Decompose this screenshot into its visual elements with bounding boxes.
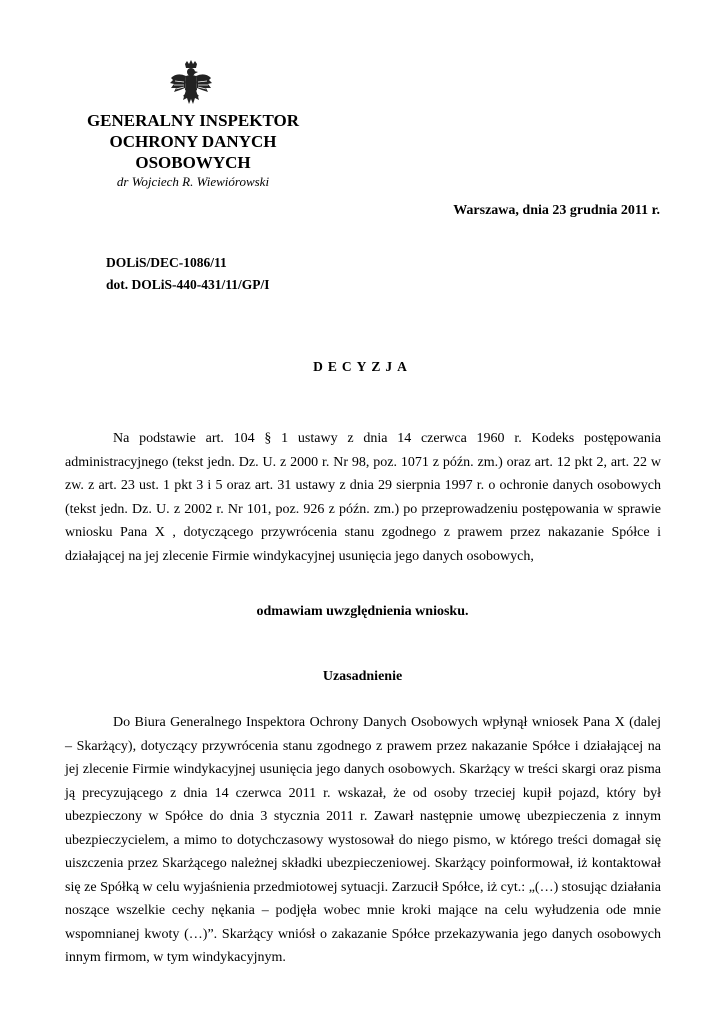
justification-paragraph: Do Biura Generalnego Inspektora Ochrony Danych Osobowych wpłynął wniosek Pana X (dalej – Skarżący), dotyczący przywrócenia stanu zgodnego z prawem przez nakazanie Spółce i działającej na jej zlecenie Firmie windykacyjnej usunięcia jego danych osobowych. Skarżący w treści skargi oraz pisma ją precyzującego z dnia 14 czerwca 2011 r. wskazał, że od osoby trzeciej kupił pojazd, który był ubezpieczony w Spółce do dnia 3 stycznia 2011 r. Zawarł następnie umowę ubezpieczenia z innym ubezpieczycielem, a mimo to dotychczasowy wystosował do niego pismo, w którego treści domagał się uiszczenia przez Skarżącego należnej składki ubezpieczeniowej. Skarżący poinformował, iż kontaktował się ze Spółką w celu wyjaśnienia przedmiotowej sytuacji. Zarzucił Spółce, iż cyt.: „(…) stosując działania noszące wszelkie cechy nękania – podjęła wobec mnie kroki mające na celu wyłudzenia ode mnie wspomnianej kwoty (…)”. Skarżący wniósł o zakazanie Spółce przekazywania jego danych osobowych innym firmom, w tym windykacyjnym. bbox=[65, 715, 661, 965]
reference-numbers bbox=[106, 252, 270, 296]
reference-number-1: DOLiS/DEC-1086/11 bbox=[106, 255, 227, 270]
eagle-emblem-icon bbox=[169, 60, 213, 110]
issuer-title-line3: OSOBOWYCH bbox=[135, 153, 251, 172]
document-date: Warszawa, dnia 23 grudnia 2011 r. bbox=[453, 203, 660, 218]
document-title: DECYZJA bbox=[313, 359, 412, 374]
reference-number-2: dot. DOLiS-440-431/11/GP/I bbox=[106, 277, 270, 292]
issuer-title-line1: GENERALNY INSPEKTOR bbox=[86, 111, 300, 130]
legal-basis-paragraph: Na podstawie art. 104 § 1 ustawy z dnia 14 czerwca 1960 r. Kodeks postępowania administracyjnego (tekst jedn. Dz. U. z 2000 r. Nr 98, poz. 1071 z późn. zm.) oraz art. 12 pkt 2, art. 22 w zw. z art. 23 ust. 1 pkt 3 i 5 oraz art. 31 ustawy z dnia 29 sierpnia 1997 r. o ochronie danych osobowych (tekst jedn. Dz. U. z 2002 r. Nr 101, poz. 926 z późn. zm.) po przeprowadzeniu postępowania w sprawie wniosku Pana X , dotyczącego przywrócenia stanu zgodnego z prawem przez nakazanie Spółce i działającej na jej zlecenie Firmie windykacyjnej usunięcia jego danych osobowych, bbox=[65, 431, 661, 564]
issuer-title-line2: OCHRONY DANYCH bbox=[109, 132, 277, 151]
issuer-header bbox=[80, 110, 306, 190]
decision-statement: odmawiam uwzględnienia wniosku. bbox=[256, 604, 469, 619]
justification-heading: Uzasadnienie bbox=[322, 669, 403, 684]
issuer-author: dr Wojciech R. Wiewiórowski bbox=[116, 174, 270, 189]
